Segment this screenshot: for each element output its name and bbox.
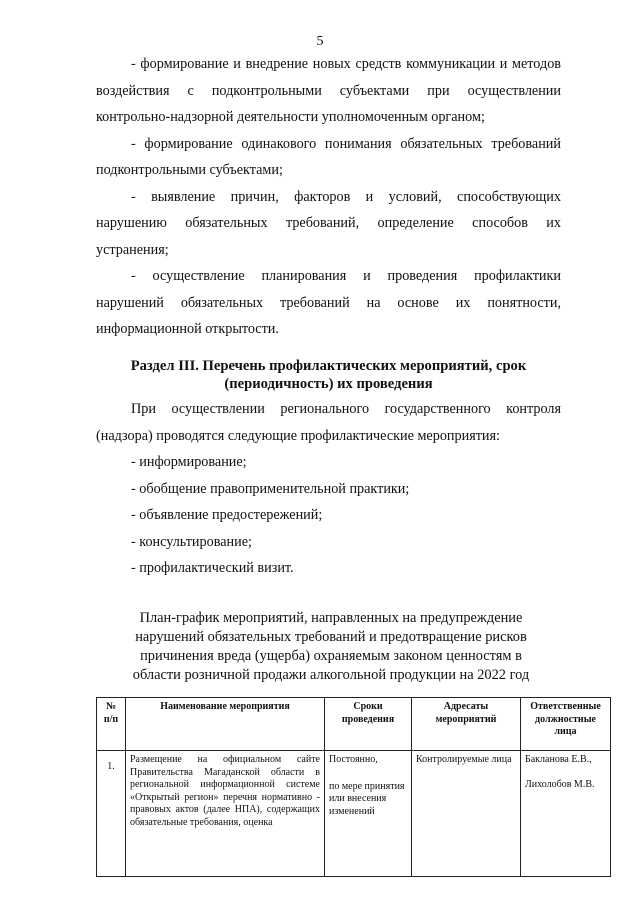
list-item: - объявление предостережений; — [131, 507, 323, 523]
text-line: - осуществление планирования и проведения профилактики — [131, 268, 561, 284]
section-heading — [96, 357, 561, 393]
list-item: - профилактический визит. — [131, 560, 294, 576]
row-terms-line: по мере принятия или внесения изменений — [329, 780, 405, 817]
plan-title-line: области розничной продажи алкогольной продукции на 2022 год — [132, 667, 530, 683]
plan-title-line: причинения вреда (ущерба) охраняемым законом ценностям в — [140, 648, 522, 664]
plan-title — [96, 609, 566, 685]
intro-text — [96, 51, 561, 343]
header-name: Наименование мероприятия — [126, 698, 325, 751]
text-line: нарушений обязательных требований на основе их понятности, — [96, 294, 561, 311]
row-terms — [325, 751, 412, 877]
row-responsible — [521, 751, 611, 877]
list-item: - обобщение правоприменительной практики; — [131, 480, 410, 497]
section-heading-line: Раздел III. Перечень профилактических мероприятий, срок — [130, 358, 527, 374]
text-line: контрольно-надзорной деятельности уполномоченным органом; — [96, 109, 485, 125]
plan-title-line: План-график мероприятий, направленных на предупреждение — [139, 610, 523, 626]
header-terms: Сроки проведения — [325, 698, 412, 751]
header-responsible: Ответственные должностные лица — [521, 698, 611, 751]
text-line: устранения; — [96, 241, 169, 258]
row-name: Размещение на официальном сайте Правительства Магаданской области в региональной информационной системе «Открытый регион» перечня нормативно - правовых актов (далее НПА), содержащих обязательные требования, оценка — [126, 751, 325, 877]
row-responsible-person: Бакланова Е.В., — [525, 754, 592, 765]
header-addressees: Адресаты мероприятий — [412, 698, 521, 751]
text-line: информационной открытости. — [96, 321, 279, 337]
list-item: - консультирование; — [131, 533, 252, 550]
plan-table — [96, 697, 611, 877]
section-paragraph-line: (надзора) проводятся следующие профилактические мероприятия: — [96, 427, 500, 444]
header-num: № п/п — [97, 698, 126, 751]
page-number: 5 — [316, 34, 324, 49]
row-addressees: Контролируемые лица — [412, 751, 521, 877]
section-heading-line: (периодичность) их проведения — [224, 376, 433, 392]
row-terms-line: Постоянно, — [329, 754, 378, 765]
list-item: - информирование; — [131, 454, 247, 470]
section-paragraph-line: При осуществлении регионального государственного контроля — [131, 401, 561, 417]
row-responsible-person: Лихолобов М.В. — [525, 778, 595, 790]
row-num: 1. — [97, 751, 126, 877]
table-header-row — [97, 698, 611, 751]
text-line: - выявление причин, факторов и условий, способствующих — [131, 188, 561, 205]
text-line: нарушению обязательных требований, определение способов их — [96, 215, 561, 231]
section-body — [96, 396, 561, 582]
plan-title-line: нарушений обязательных требований и предотвращение рисков — [135, 629, 527, 645]
text-line: воздействия с подконтрольными субъектами при осуществлении — [96, 82, 561, 99]
table-row — [97, 751, 611, 877]
text-line: подконтрольными субъектами; — [96, 162, 283, 178]
text-line: - формирование и внедрение новых средств коммуникации и методов — [131, 56, 561, 72]
text-line: - формирование одинакового понимания обязательных требований — [131, 135, 561, 152]
